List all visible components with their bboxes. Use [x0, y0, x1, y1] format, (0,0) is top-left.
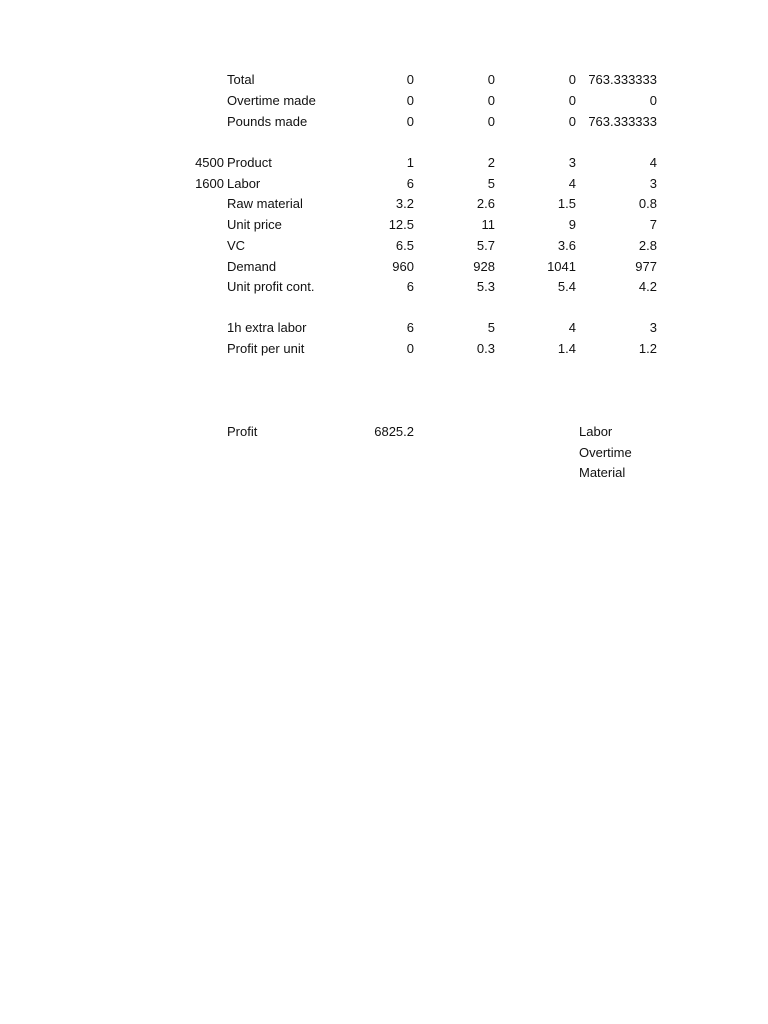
value-product-4: 4.2 [638, 279, 657, 294]
value-product-2: 0 [487, 93, 495, 108]
value-product-4: 977 [635, 259, 657, 274]
value-product-2: 5 [487, 320, 495, 335]
row-label: Product [227, 155, 272, 170]
row-label: Unit profit cont. [227, 279, 315, 294]
value-product-3: 3.6 [557, 238, 576, 253]
table-row-vc [0, 236, 768, 256]
value-product-4: 4 [649, 155, 657, 170]
value-product-4: 3 [649, 176, 657, 191]
table-row-unit-price [0, 215, 768, 235]
value-product-1: 0 [406, 114, 414, 129]
profit-value: 6825.2 [374, 424, 414, 439]
value-product-1: 6 [406, 320, 414, 335]
row-label: Raw material [227, 196, 303, 211]
value-product-2: 0 [487, 114, 495, 129]
value-product-1: 0 [406, 93, 414, 108]
value-product-1: 0 [406, 341, 414, 356]
value-product-1: 960 [392, 259, 414, 274]
value-product-1: 6 [406, 176, 414, 191]
row-label: VC [227, 238, 246, 253]
value-product-2: 2.6 [476, 196, 495, 211]
value-product-1: 6 [406, 279, 414, 294]
table-row-extra-labor [0, 318, 768, 338]
value-product-1: 0 [406, 72, 414, 87]
side-label-material: Material [579, 465, 626, 480]
value-product-1: 1 [406, 155, 414, 170]
value-product-2: 0.3 [476, 341, 495, 356]
side-label-row [0, 463, 768, 483]
row-label: 1h extra labor [227, 320, 307, 335]
value-product-1: 3.2 [395, 196, 414, 211]
side-label-overtime: Overtime [579, 445, 632, 460]
row-label: Overtime made [227, 93, 316, 108]
table-row-pounds-made [0, 112, 768, 132]
value-product-2: 11 [481, 217, 495, 232]
row-label: Total [227, 72, 255, 87]
value-product-4: 763.333333 [588, 114, 657, 129]
row-label: Unit price [227, 217, 282, 232]
value-product-3: 3 [568, 155, 576, 170]
table-row-total [0, 70, 768, 90]
profit-row [0, 422, 768, 442]
table-row-demand [0, 257, 768, 277]
row-label: Labor [227, 176, 261, 191]
row-label: Pounds made [227, 114, 308, 129]
value-product-2: 5.3 [476, 279, 495, 294]
value-product-2: 0 [487, 72, 495, 87]
table-row-overtime-made [0, 91, 768, 111]
value-product-1: 12.5 [388, 217, 414, 232]
profit-label: Profit [227, 424, 258, 439]
side-label-labor: Labor [579, 424, 613, 439]
value-product-3: 4 [568, 320, 576, 335]
value-product-4: 2.8 [638, 238, 657, 253]
value-product-2: 2 [487, 155, 495, 170]
value-product-2: 928 [473, 259, 495, 274]
value-product-3: 0 [568, 114, 576, 129]
table-row-unit-profit-cont [0, 277, 768, 297]
value-product-3: 9 [568, 217, 576, 232]
value-product-2: 5 [487, 176, 495, 191]
value-product-2: 5.7 [476, 238, 495, 253]
row-prefix: 4500 [195, 155, 224, 170]
value-product-3: 4 [568, 176, 576, 191]
table-row-profit-per-unit [0, 339, 768, 359]
value-product-4: 3 [649, 320, 657, 335]
value-product-4: 0.8 [638, 196, 657, 211]
value-product-4: 7 [649, 217, 657, 232]
value-product-1: 6.5 [395, 238, 414, 253]
table-row-product [0, 153, 768, 173]
value-product-4: 0 [649, 93, 657, 108]
value-product-4: 1.2 [638, 341, 657, 356]
value-product-3: 5.4 [557, 279, 576, 294]
table-row-labor [0, 174, 768, 194]
value-product-3: 0 [568, 72, 576, 87]
side-label-row [0, 443, 768, 463]
table-row-raw-material [0, 194, 768, 214]
value-product-3: 0 [568, 93, 576, 108]
value-product-4: 763.333333 [588, 72, 657, 87]
value-product-3: 1.4 [557, 341, 576, 356]
row-label: Demand [227, 259, 277, 274]
value-product-3: 1041 [547, 259, 576, 274]
value-product-3: 1.5 [557, 196, 576, 211]
row-label: Profit per unit [227, 341, 305, 356]
row-prefix: 1600 [195, 176, 224, 191]
